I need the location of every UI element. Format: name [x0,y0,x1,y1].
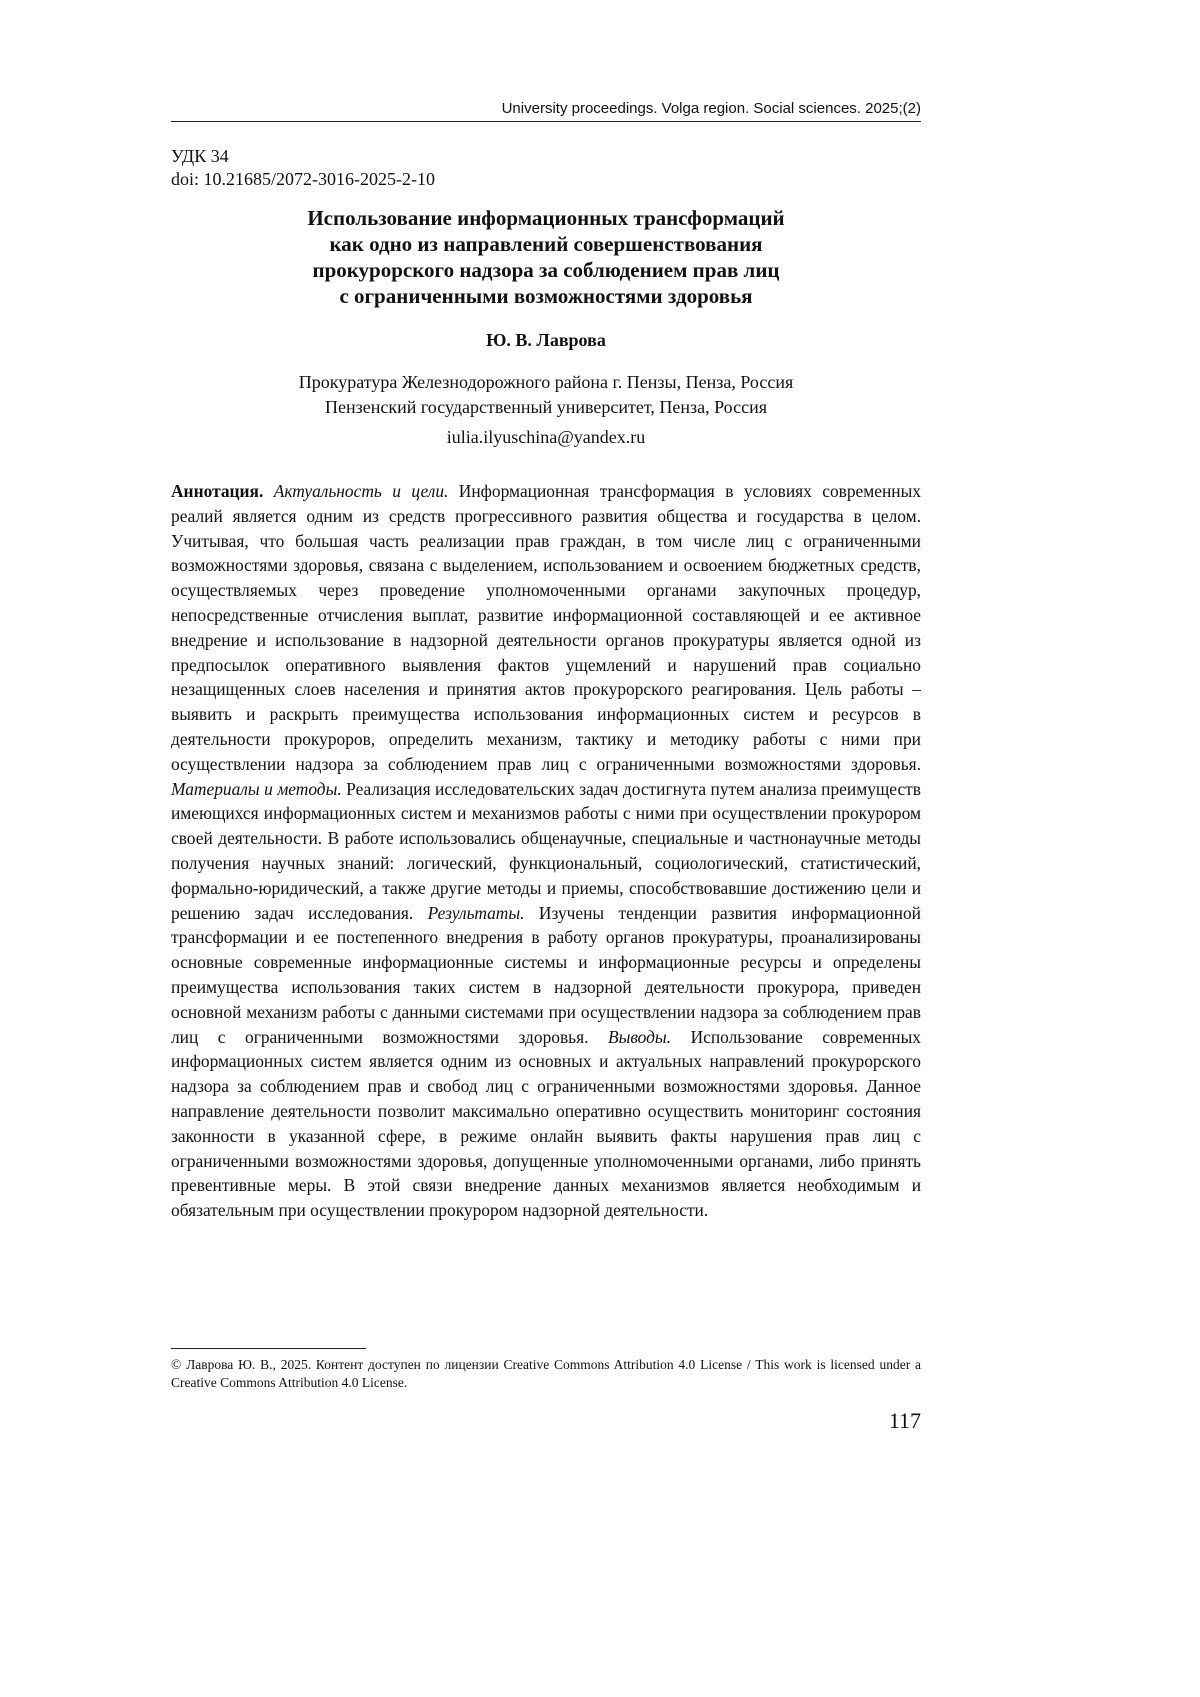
affiliation: Пензенский государственный университет, Пенза, Россия [325,397,767,417]
abstract [171,479,921,1223]
title-line: с ограниченными возможностями здоровья [339,284,753,308]
footnote-divider [171,1348,366,1349]
abstract-label: Аннотация. [171,481,264,501]
title-line: прокурорского надзора за соблюдением прав лиц [312,258,780,282]
abstract-heading-conclusions: Выводы. [607,1026,672,1047]
affiliations [171,370,921,420]
abstract-heading-aims: Актуальность и цели. [273,481,449,501]
article-meta [171,145,435,191]
title-line: как одно из направлений совершенствования [329,232,763,256]
page-number: 117 [888,1408,921,1433]
udk-code: УДК 34 [171,146,229,166]
abstract-text-aims: Информационная трансформация в условиях современных реалий является одним из средств прогрессивного развития общества и государства в целом. Учитывая, что большая часть реализации прав граждан, в том числе лиц с ограниченными возможностями здоровья, связана с выделением, использованием и освоением бюджетных средств, осуществляемых через проведение уполномоченными органами закупочных процедур, непосредственные отчисления выплат, развитие информационной составляющей и ее активное внедрение и использование в надзорной деятельности органов прокуратуры является одной из предпосылок оперативного выявления фактов ущемлений и нарушений прав социально незащищенных слоев населения и принятия актов прокурорского реагирования. Цель работы – выявить и раскрыть преимущества использования информационных систем и ресурсов в деятельности прокуроров, определить механизм, тактику и методику работы с ними при осуществлении надзора за соблюдением прав лиц с ограниченными возможностями здоровья. [171,481,921,774]
doi: doi: 10.21685/2072-3016-2025-2-10 [171,169,435,189]
title-line: Использование информационных трансформаций [307,206,785,230]
author-name: Ю. В. Лаврова [486,330,606,350]
author-email: iulia.ilyuschina@yandex.ru [446,427,646,447]
abstract-heading-methods: Материалы и методы. [171,778,342,799]
running-header: University proceedings. Volga region. Social sciences. 2025;(2) [171,100,921,122]
abstract-text-methods: Реализация исследовательских задач достигнута путем анализа преимуществ имеющихся информационных систем и механизмов работы с ними при осуществлении прокурором своей деятельности. В работе использовались общенаучные, специальные и частнонаучные методы получения научных знаний: логический, функциональный, социологический, статистический, формально-юридический, а также другие методы и приемы, способствовавшие достижению цели и решению задач исследования. [171,778,921,923]
article-title [171,205,921,309]
abstract-text-conclusions: Использование современных информационных систем является одним из основных и актуальных направлений прокурорского надзора за соблюдением прав и свобод лиц с ограниченными возможностями здоровья. Данное направление деятельности позволит максимально оперативно осуществить мониторинг состояния законности в указанной сфере, в режиме онлайн выявить факты нарушения прав лиц с ограниченными возможностями здоровья, допущенные уполномоченными органами, либо принять превентивные меры. В этой связи внедрение данных механизмов является необходимым и обязательным при осуществлении прокурором надзорной деятельности. [171,1026,921,1221]
abstract-heading-results: Результаты. [427,902,525,923]
abstract-text-results: Изучены тенденции развития информационной трансформации и ее постепенного внедрения в работу органов прокуратуры, проанализированы основные современные информационные системы и информационные ресурсы и определены преимущества использования таких систем в надзорной деятельности прокурора, приведен основной механизм работы с данными системами при осуществлении надзора за соблюдением прав лиц с ограниченными возможностями здоровья. [171,902,921,1047]
copyright-footnote: © Лаврова Ю. В., 2025. Контент доступен по лицензии Creative Commons Attribution 4.0 License / This work is licensed under a Creative Commons Attribution 4.0 License. [171,1357,921,1390]
affiliation: Прокуратура Железнодорожного района г. Пензы, Пенза, Россия [298,372,794,392]
